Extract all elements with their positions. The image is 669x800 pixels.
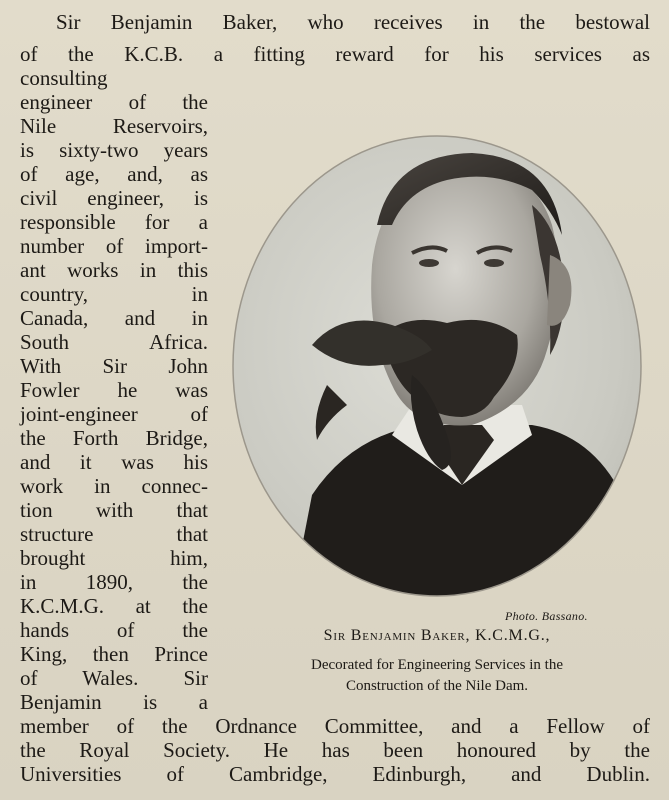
article-line: Benjamin is a <box>20 690 208 714</box>
caption-title: Sir Benjamin Baker, K.C.M.G., <box>323 627 551 644</box>
article-line: Fowler he was <box>20 378 208 402</box>
article-line: ant works in this <box>20 258 208 282</box>
article-line: joint-engineer of <box>20 402 208 426</box>
article-line: South Africa. <box>20 330 208 354</box>
article-line: With Sir John <box>20 354 208 378</box>
article-line: of age, and, as <box>20 162 208 186</box>
article-line: civil engineer, is <box>20 186 208 210</box>
article-line: hands of the <box>20 618 208 642</box>
article-line: Sir Benjamin Baker, who receives in the bestowal <box>56 10 650 34</box>
article-line: Universities of Cambridge, Edinburgh, and Dublin. <box>20 762 650 786</box>
article-line: and it was his <box>20 450 208 474</box>
article-line: work in connec- <box>20 474 208 498</box>
article-line: is sixty-two years <box>20 138 208 162</box>
article-line: number of import- <box>20 234 208 258</box>
article-line: responsible for a <box>20 210 208 234</box>
article-line: brought him, <box>20 546 208 570</box>
article-line: Canada, and in <box>20 306 208 330</box>
caption-line: Construction of the Nile Dam. <box>345 678 529 694</box>
article-line: country, in <box>20 282 208 306</box>
article-line: structure that <box>20 522 208 546</box>
article-line: member of the Ordnance Committee, and a Fellow of <box>20 714 650 738</box>
article-line: tion with that <box>20 498 208 522</box>
caption-line: Decorated for Engineering Services in the <box>311 657 563 673</box>
article-line: the Royal Society. He has been honoured by the <box>20 738 650 762</box>
article-line: the Forth Bridge, <box>20 426 208 450</box>
portrait-photo <box>232 135 642 598</box>
article-line: consulting <box>20 66 108 90</box>
article-line: of the K.C.B. a fitting reward for his services as <box>20 42 650 66</box>
article-line: Nile Reservoirs, <box>20 114 208 138</box>
article-line: K.C.M.G. at the <box>20 594 208 618</box>
article-line: engineer of the <box>20 90 208 114</box>
article-line: in 1890, the <box>20 570 208 594</box>
photo-credit: Photo. Bassano. <box>505 609 588 623</box>
article-line: King, then Prince <box>20 642 208 666</box>
article-line: of Wales. Sir <box>20 666 208 690</box>
